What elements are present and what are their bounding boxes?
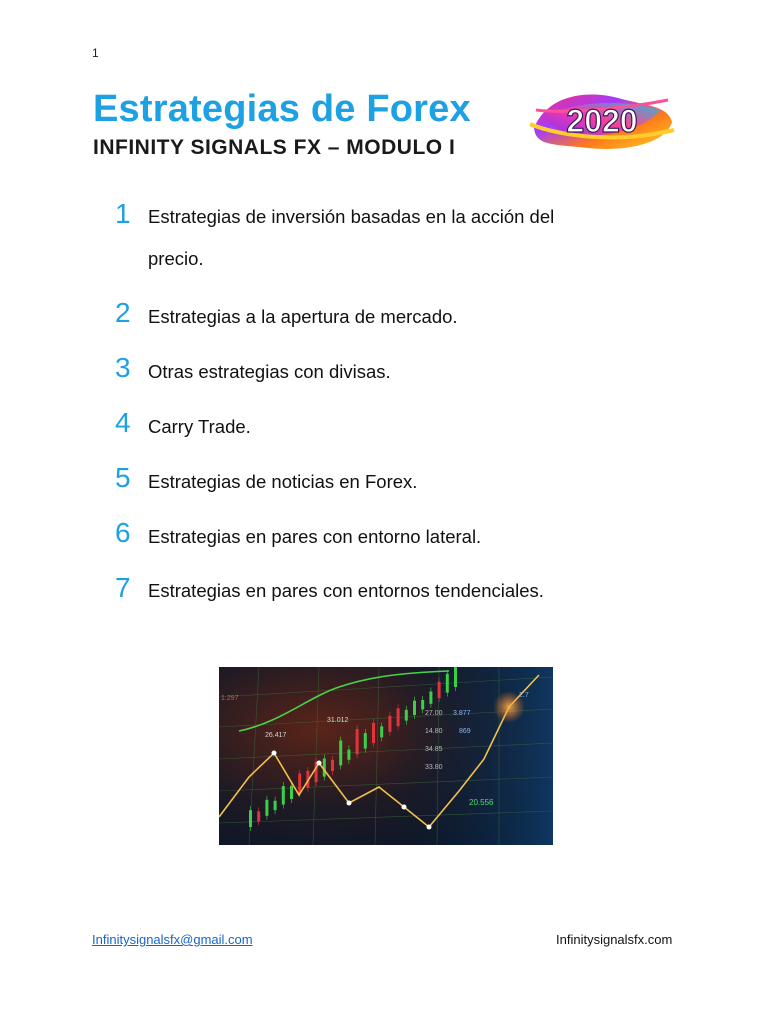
toc-item-text: Estrategias en pares con entorno lateral. (148, 526, 482, 547)
candle-body (429, 692, 432, 704)
candle-body (421, 700, 424, 709)
candle-body (438, 682, 441, 698)
candle-body (290, 786, 293, 799)
toc-item (115, 405, 635, 445)
candle-body (397, 708, 400, 726)
toc-item (115, 196, 635, 280)
logo-2020-text: 2020 (566, 103, 638, 139)
toc-item (115, 350, 635, 390)
photo-label: 1.297 (221, 695, 239, 702)
candle-body (413, 701, 416, 715)
candle-body (372, 723, 375, 743)
footer-email-link[interactable]: Infinitysignalsfx@gmail.com (92, 932, 253, 947)
toc-item (115, 460, 635, 500)
photo-label: 2.7 (519, 692, 529, 699)
toc-item-number: 7 (115, 572, 131, 603)
candle-body (364, 733, 367, 749)
photo-label: 34.85 (425, 746, 443, 753)
candle-body (331, 760, 334, 771)
photo-label: 3.877 (453, 710, 471, 717)
trading-chart-photo (219, 667, 553, 845)
photo-label: 33.80 (425, 764, 443, 771)
document-subtitle: INFINITY SIGNALS FX – MODULO I (93, 136, 456, 159)
candle-body (339, 740, 342, 765)
toc-item-text: Estrategias de noticias en Forex. (148, 471, 418, 492)
photo-label: 26.417 (265, 732, 287, 739)
candle-body (265, 800, 268, 816)
photo-label: 31.012 (327, 717, 349, 724)
candle-body (454, 667, 457, 687)
candle-body (405, 710, 408, 721)
document-title: Estrategias de Forex (93, 88, 471, 130)
photo-label: 14.80 (425, 728, 443, 735)
candle-body (257, 811, 260, 821)
toc-item-number: 2 (115, 297, 131, 328)
candle-body (356, 729, 359, 754)
toc-item-text: Estrategias de inversión basadas en la acción del precio. (148, 206, 555, 269)
photo-label: 20.556 (469, 798, 494, 807)
candle-body (274, 801, 277, 810)
candle-body (380, 726, 383, 737)
toc-item-number: 4 (115, 407, 131, 438)
toc-item (115, 295, 635, 335)
candle-body (347, 750, 350, 760)
toc-item-text: Estrategias en pares con entornos tendenciales. (148, 580, 544, 601)
toc-item-number: 6 (115, 517, 131, 548)
toc-item-text: Estrategias a la apertura de mercado. (148, 306, 458, 327)
toc-item (115, 515, 635, 555)
2020-colorful-logo (528, 88, 676, 154)
toc-item-text: Carry Trade. (148, 416, 251, 437)
candle-body (446, 674, 449, 693)
table-of-contents (115, 196, 635, 627)
toc-item-number: 5 (115, 462, 131, 493)
photo-label: 869 (459, 728, 471, 735)
candle-body (282, 786, 285, 805)
toc-item-number: 1 (115, 198, 131, 229)
toc-item-text: Otras estrategias con divisas. (148, 361, 391, 382)
toc-item-number: 3 (115, 352, 131, 383)
candle-body (388, 716, 391, 732)
photo-label: 27.00 (425, 710, 443, 717)
candle-body (249, 810, 252, 827)
page-number: 1 (92, 46, 99, 60)
footer-website: Infinitysignalsfx.com (556, 932, 673, 947)
candle-body (298, 774, 301, 794)
toc-item (115, 570, 635, 612)
